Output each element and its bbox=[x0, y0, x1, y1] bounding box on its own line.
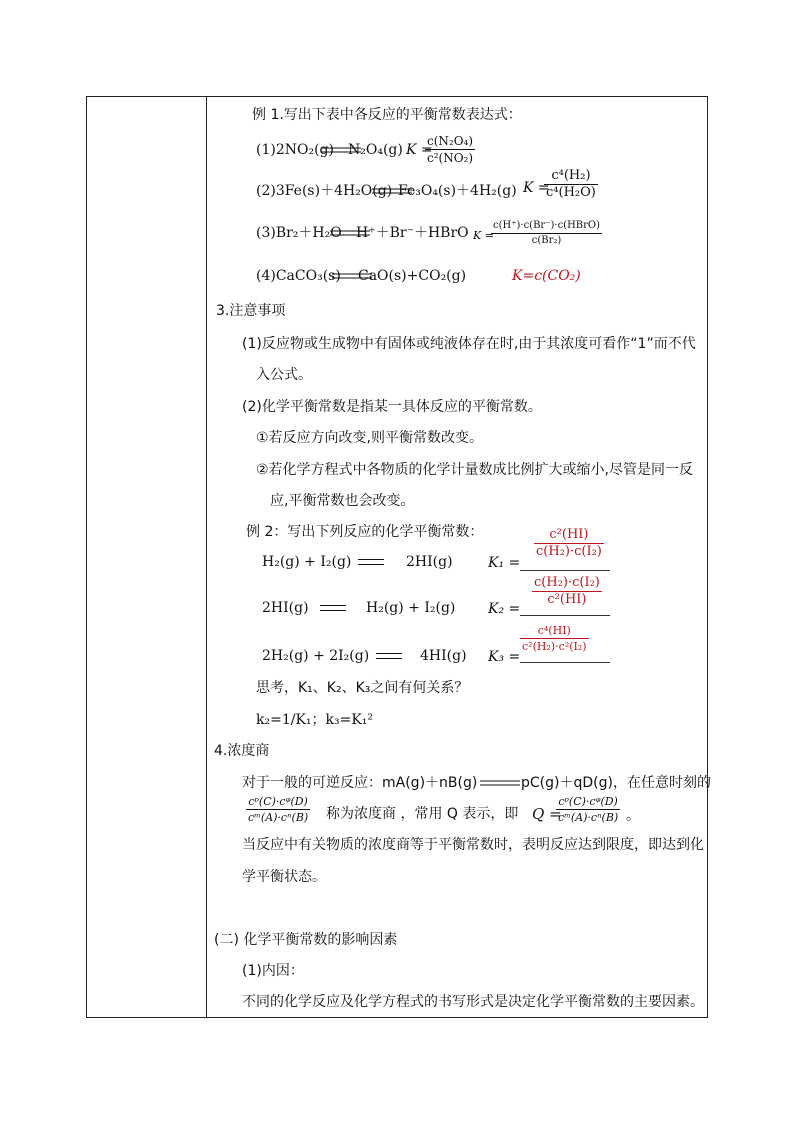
qc-line3: 当反应中有关物质的浓度商等于平衡常数时，表明反应达到限度，即达到化 bbox=[242, 837, 704, 853]
ex1-r4-lhs: (4)CaCO₃(s) bbox=[256, 268, 341, 284]
ex2-r2-numerator: c(H₂)·c(I₂) bbox=[534, 575, 600, 590]
ex1-r3-denominator: c(Br₂) bbox=[531, 235, 562, 246]
ex2-r1-fraction bbox=[534, 528, 604, 559]
ex2-r1-denominator: c(H₂)·c(I₂) bbox=[536, 544, 602, 559]
ex2-r2-k: K₂ = bbox=[488, 601, 521, 617]
qc-numerator: cᵖ(C)·cᵠ(D) bbox=[248, 795, 308, 808]
notes-p4-line2: 应,平衡常数也会改变。 bbox=[270, 493, 415, 509]
ex2-r1-k: K₁ = bbox=[488, 555, 521, 571]
ex2-r3-lhs: 2H₂(g) + 2I₂(g) bbox=[262, 648, 370, 664]
qc-q-denominator: cᵐ(A)·cⁿ(B) bbox=[558, 811, 619, 824]
notes-p2: (2)化学平衡常数是指某一具体反应的平衡常数。 bbox=[242, 399, 542, 415]
ex1-r1-lhs: (1)2NO₂(g) bbox=[256, 142, 334, 158]
factors-heading: (二) 化学平衡常数的影响因素 bbox=[214, 932, 398, 948]
ex2-r3-rhs: 4HI(g) bbox=[420, 648, 467, 664]
ex1-r4-answer: K=c(CO₂) bbox=[512, 268, 581, 284]
fraction-bar bbox=[556, 809, 620, 810]
ex1-r3-numerator: c(H⁺)·c(Br⁻)·c(HBrO) bbox=[493, 220, 601, 231]
ex2-r2-fraction bbox=[532, 576, 602, 607]
ex1-r3-fraction bbox=[491, 220, 602, 247]
answer-blank bbox=[520, 570, 610, 571]
ex2-r3-numerator: c⁴(HI) bbox=[537, 624, 571, 637]
equilibrium-arrow-icon bbox=[376, 653, 402, 659]
notes-p3: ①若反应方向改变,则平衡常数改变。 bbox=[256, 430, 484, 446]
qc-fraction bbox=[246, 795, 310, 824]
ex2-r2-lhs: 2HI(g) bbox=[262, 600, 309, 616]
example1-title: 例 1.写出下表中各反应的平衡常数表达式： bbox=[252, 107, 522, 123]
ex1-r2-lhs: (2)3Fe(s)＋4H₂O(g) bbox=[256, 183, 393, 199]
qc-q-fraction bbox=[556, 795, 620, 824]
ex2-r2-denominator: c²(HI) bbox=[547, 592, 587, 607]
content-cell bbox=[210, 96, 711, 1018]
qc-heading: 4.浓度商 bbox=[214, 743, 270, 759]
ex1-r2-k: K = bbox=[523, 180, 550, 196]
equilibrium-arrow-icon bbox=[358, 559, 384, 565]
ex1-r1-numerator: c(N₂O₄) bbox=[427, 134, 474, 148]
ex1-r1-fraction bbox=[425, 134, 475, 165]
ex1-r2-fraction bbox=[544, 169, 598, 200]
answer-blank bbox=[520, 615, 610, 616]
fraction-bar bbox=[246, 809, 310, 810]
ex2-r3-denominator: c²(H₂)·c²(I₂) bbox=[522, 640, 587, 653]
ex1-r2-rhs: Fe₃O₄(s)＋4H₂(g) bbox=[398, 183, 517, 199]
ex1-r2-denominator: c⁴(H₂O) bbox=[546, 185, 596, 200]
ex2-r1-numerator: c²(HI) bbox=[549, 527, 589, 542]
qc-line1: 对于一般的可逆反应：mA(g)＋nB(g) bbox=[242, 775, 478, 791]
ex2-r3-fraction bbox=[520, 624, 589, 653]
ex2-r3-k: K₃ = bbox=[488, 649, 521, 665]
factors-internal-text: 不同的化学反应及化学方程式的书写形式是决定化学平衡常数的主要因素。 bbox=[242, 994, 704, 1010]
ex1-r1-denominator: c²(NO₂) bbox=[427, 151, 474, 165]
ex2-r1-rhs: 2HI(g) bbox=[406, 554, 453, 570]
ex1-r3-k: K = bbox=[473, 229, 494, 242]
ex1-r3-rhs: H⁺＋Br⁻＋HBrO bbox=[356, 225, 469, 241]
notes-p4-line1: ②若化学方程式中各物质的化学计量数成比例扩大或缩小,尽管是同一反 bbox=[256, 462, 693, 478]
answer-blank bbox=[520, 662, 610, 663]
ex2-r2-rhs: H₂(g) + I₂(g) bbox=[366, 600, 456, 616]
fraction-bar bbox=[425, 149, 475, 150]
example2-title: 例 2：写出下列反应的化学平衡常数： bbox=[246, 524, 484, 540]
qc-line4: 学平衡状态。 bbox=[242, 869, 326, 885]
equals-arrow-icon bbox=[480, 777, 520, 789]
ex1-r4-rhs: CaO(s)+CO₂(g) bbox=[358, 268, 467, 284]
notes-heading: 3.注意事项 bbox=[216, 303, 286, 319]
ex1-r1-k: K = bbox=[406, 142, 433, 158]
fraction-bar bbox=[520, 638, 589, 639]
notes-p1-line1: (1)反应物或生成物中有固体或纯液体存在时,由于其浓度可看作“1”而不代 bbox=[242, 336, 696, 352]
notes-p1-line2: 入公式。 bbox=[256, 367, 312, 383]
qc-line1-rhs: pC(g)＋qD(g)，在任意时刻的 bbox=[521, 775, 711, 791]
equilibrium-arrow-icon bbox=[320, 605, 346, 611]
column-divider bbox=[206, 96, 207, 1018]
qc-q-numerator: cᵖ(C)·cᵠ(D) bbox=[558, 795, 618, 808]
qc-q-label: Q = bbox=[532, 805, 562, 823]
fraction-bar bbox=[491, 233, 602, 234]
ex1-r1-rhs: N₂O₄(g) bbox=[348, 142, 403, 158]
ex2-answer: k₂=1/K₁；k₃=K₁² bbox=[256, 712, 374, 728]
ex2-think: 思考，K₁、K₂、K₃之间有何关系？ bbox=[256, 680, 469, 696]
qc-mid: 称为浓度商 ，常用 Q 表示，即 bbox=[326, 806, 519, 822]
factors-internal: (1)内因： bbox=[242, 963, 304, 979]
qc-q-tail: 。 bbox=[626, 808, 640, 824]
ex1-r3-lhs: (3)Br₂＋H₂O bbox=[256, 225, 342, 241]
qc-denominator: cᵐ(A)·cⁿ(B) bbox=[248, 811, 309, 824]
ex1-r2-numerator: c⁴(H₂) bbox=[551, 168, 591, 183]
ex2-r1-lhs: H₂(g) + I₂(g) bbox=[262, 554, 352, 570]
